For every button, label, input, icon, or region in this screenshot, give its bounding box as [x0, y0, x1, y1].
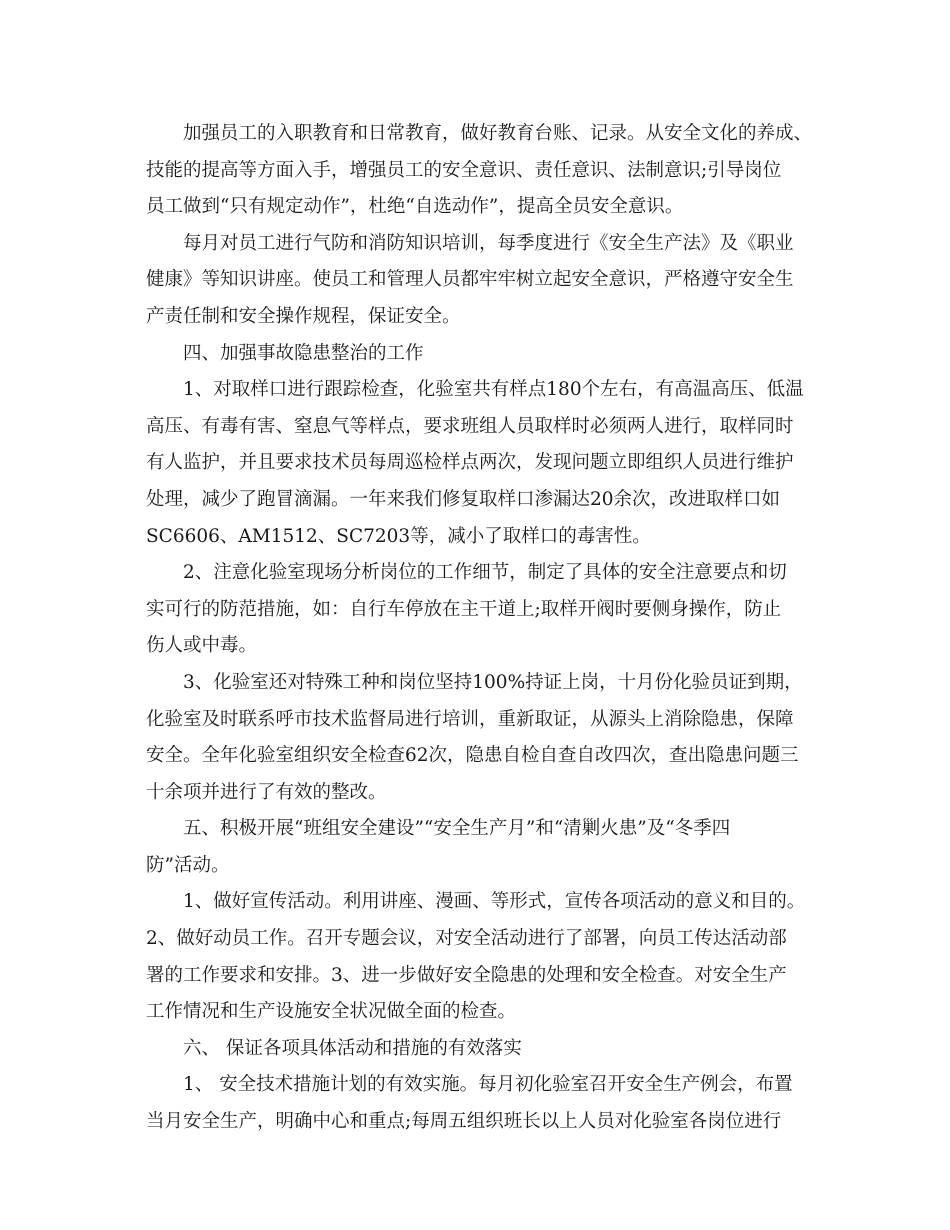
text-line: 每月对员工进行气防和消防知识培训，每季度进行《安全生产法》及《职业: [183, 232, 794, 254]
text-line: SC6606、AM1512、SC7203等，减小了取样口的毒害性。: [146, 525, 651, 547]
text-line: 防”活动。: [146, 854, 230, 876]
text-line: 1、做好宣传活动。利用讲座、漫画、等形式，宣传各项活动的意义和目的。: [183, 891, 806, 913]
text-line: 3、化验室还对特殊工种和岗位坚持100%持证上岗，十月份化验员证到期，: [183, 671, 803, 693]
section-heading: 五、积极开展“班组安全建设”“安全生产月”和“清剿火患”及“冬季四: [183, 818, 731, 840]
text-line: 工作情况和生产设施安全状况做全面的检查。: [146, 1001, 517, 1023]
text-line: 员工做到“只有规定动作”，杜绝“自选动作”，提高全员安全意识。: [146, 196, 684, 218]
text-line: 技能的提高等方面入手，增强员工的安全意识、责任意识、法制意识;引导岗位: [146, 159, 782, 181]
text-line: 高压、有毒有害、窒息气等样点，要求班组人员取样时必须两人进行，取样同时: [146, 415, 794, 437]
text-line: 当月安全生产，明确中心和重点;每周五组织班长以上人员对化验室各岗位进行: [146, 1111, 782, 1133]
text-line: 化验室及时联系呼市技术监督局进行培训，重新取证，从源头上消除隐患，保障: [146, 708, 794, 730]
text-line: 2、做好动员工作。召开专题会议，对安全活动进行了部署，向员工传达活动部: [146, 928, 787, 950]
section-heading: 六、 保证各项具体活动和措施的有效落实: [183, 1037, 522, 1059]
text-line: 1、 安全技术措施计划的有效实施。每月初化验室召开安全生产例会，布置: [183, 1074, 793, 1096]
text-line: 健康》等知识讲座。使员工和管理人员都牢牢树立起安全意识，严格遵守安全生: [146, 269, 794, 291]
text-line: 署的工作要求和安排。3、进一步做好安全隐患的处理和安全检查。对安全生产: [146, 964, 787, 986]
document-body: [146, 116, 813, 1141]
text-line: 十余项并进行了有效的整改。: [146, 781, 387, 803]
section-heading: 四、加强事故隐患整治的工作: [183, 342, 424, 364]
text-line: 安全。全年化验室组织安全检查62次，隐患自检自查自改四次，查出隐患问题三: [146, 745, 799, 767]
text-line: 实可行的防范措施，如：自行车停放在主干道上;取样开阀时要侧身操作，防止: [146, 598, 782, 620]
text-line: 处理，减少了跑冒滴漏。一年来我们修复取样口渗漏达20余次，改进取样口如: [146, 488, 781, 510]
text-line: 产责任制和安全操作规程，保证安全。: [146, 305, 461, 327]
text-line: 2、注意化验室现场分析岗位的工作细节，制定了具体的安全注意要点和切: [183, 562, 787, 584]
text-line: 1、对取样口进行跟踪检查，化验室共有样点180个左右，有高温高压、低温: [183, 379, 804, 401]
text-line: 加强员工的入职教育和日常教育，做好教育台账、记录。从安全文化的养成、: [183, 123, 813, 144]
text-line: 伤人或中毒。: [146, 635, 258, 657]
text-line: 有人监护，并且要求技术员每周巡检样点两次，发现问题立即组织人员进行维护: [146, 452, 794, 474]
